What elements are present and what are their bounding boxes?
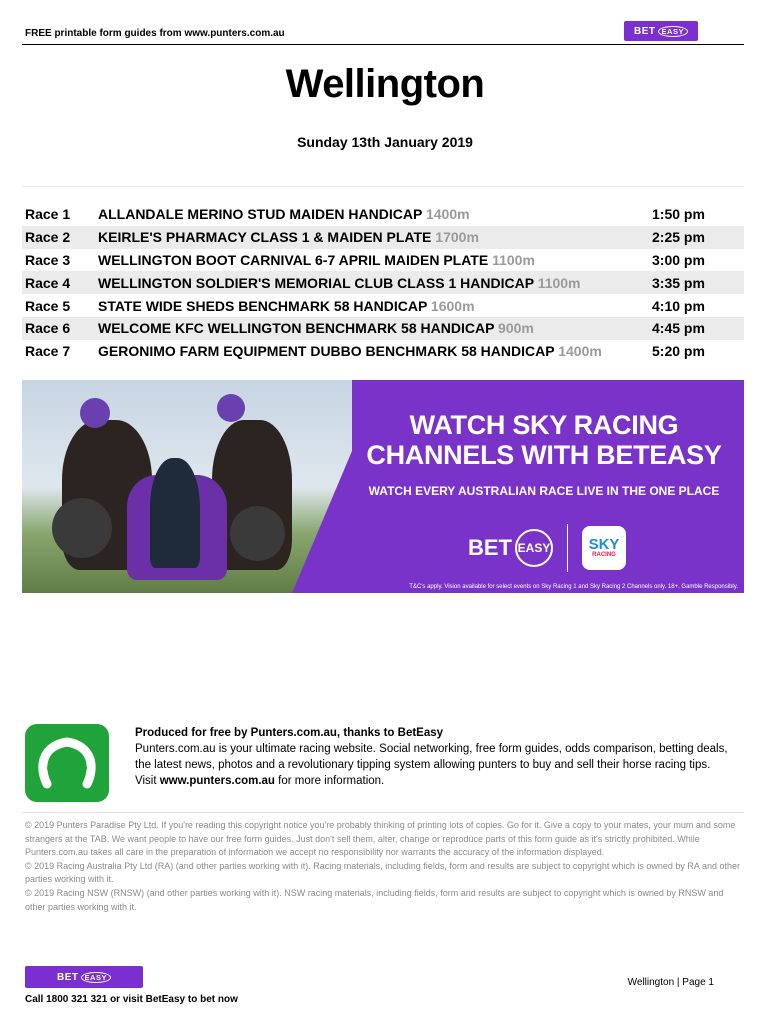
race-row <box>22 340 744 363</box>
beteasy-logo-easy: EASY <box>81 972 111 983</box>
race-name <box>98 206 652 222</box>
race-time: 3:00 pm <box>652 251 705 268</box>
race-distance: 1600m <box>430 297 475 314</box>
banner-logo-easy: EASY <box>515 529 553 567</box>
page-title: Wellington <box>285 62 485 106</box>
banner-subheadline: WATCH EVERY AUSTRALIAN RACE LIVE IN THE ONE PLACE <box>368 484 720 498</box>
race-name-text: ALLANDALE MERINO STUD MAIDEN HANDICAP <box>98 206 423 223</box>
banner-fine-print: T&C's apply. Vision available for select events on Sky Racing 1 and Sky Racing 2 Channels only. 18+. Gamble Responsibly. <box>409 584 738 590</box>
copyright-notice <box>25 819 745 914</box>
race-time: 3:35 pm <box>652 274 705 291</box>
race-name <box>98 252 652 268</box>
banner-headline-line1: WATCH SKY RACING <box>409 410 679 440</box>
copyright-punters: © 2019 Punters Paradise Pty Ltd. If you're reading this copyright notice you're probably thinking of printing lots of copies. Go for it. Give a copy to your mates, your mum and some strangers at the TAB. We want people to have our free form guides. Just don't sell them, alter, change or reproduce parts of this form guide as it's strictly prohibited. While Punters.com.au takes all care in the preparation of information we accept no responsibility nor warrants the accuracy of the information displayed. <box>25 820 736 858</box>
visit-line <box>135 773 745 789</box>
race-name <box>98 320 652 336</box>
race-name-text: STATE WIDE SHEDS BENCHMARK 58 HANDICAP <box>98 297 428 314</box>
race-time: 4:45 pm <box>652 320 705 337</box>
race-number: Race 1 <box>25 206 71 223</box>
beteasy-logo-easy: EASY <box>658 26 688 37</box>
race-name-text: WELLINGTON BOOT CARNIVAL 6-7 APRIL MAIDEN PLATE <box>98 251 489 268</box>
race-distance: 1400m <box>425 206 470 223</box>
greyhound-right <box>230 506 285 561</box>
race-number: Race 5 <box>25 297 71 314</box>
race-number: Race 3 <box>25 251 71 268</box>
race-row <box>22 294 744 317</box>
race-row <box>22 317 744 340</box>
produced-heading: Produced for free by Punters.com.au, thanks to BetEasy <box>135 727 444 739</box>
race-distance: 1100m <box>492 251 535 268</box>
footer-divider <box>22 812 744 813</box>
race-row <box>22 249 744 272</box>
race-name <box>98 343 652 359</box>
race-name <box>98 275 652 291</box>
race-name <box>98 229 652 245</box>
race-name <box>98 298 652 314</box>
race-number: Race 7 <box>25 343 71 360</box>
race-time: 5:20 pm <box>652 343 705 360</box>
copyright-racing-nsw: © 2019 Racing NSW (RNSW) (and other parties working with it). NSW racing materials, including fields, form and results are subject to copyright which is owned by RNSW and other parties working with it. <box>25 887 724 912</box>
race-row <box>22 271 744 294</box>
page-number: Wellington | Page 1 <box>627 977 714 988</box>
race-name-text: WELLINGTON SOLDIER'S MEMORIAL CLUB CLASS 1 HANDICAP <box>98 274 534 291</box>
greyhound-left <box>52 498 112 558</box>
jockey-left <box>80 398 110 428</box>
header-divider <box>22 44 744 45</box>
racing-text: RACING <box>592 552 616 558</box>
punters-app-icon[interactable] <box>25 724 109 802</box>
race-time: 1:50 pm <box>652 206 705 223</box>
race-distance: 1100m <box>537 274 581 291</box>
race-name-text: KEIRLE'S PHARMACY CLASS 1 & MAIDEN PLATE <box>98 229 432 246</box>
punters-link[interactable]: www.punters.com.au <box>159 775 275 787</box>
race-time: 2:25 pm <box>652 229 705 246</box>
call-to-action: Call 1800 321 321 or visit BetEasy to bet now <box>25 994 238 1005</box>
race-distance: 900m <box>498 320 534 337</box>
race-name-text: GERONIMO FARM EQUIPMENT DUBBO BENCHMARK 58 HANDICAP <box>98 343 555 360</box>
race-number: Race 2 <box>25 229 71 246</box>
race-number: Race 6 <box>25 320 71 337</box>
meeting-date: Sunday 13th January 2019 <box>297 134 473 150</box>
beteasy-logo-top[interactable] <box>624 21 698 41</box>
beteasy-logo-bet: BET <box>634 25 656 37</box>
beteasy-logo-bet: BET <box>57 971 79 983</box>
produced-by-section <box>135 725 745 789</box>
race-row <box>22 226 744 249</box>
banner-logo-divider <box>567 524 568 572</box>
sky-text: SKY <box>588 536 620 553</box>
visit-suffix: for more information. <box>274 775 385 787</box>
horseshoe-icon <box>25 724 109 802</box>
race-distance: 1400m <box>558 343 602 360</box>
race-number: Race 4 <box>25 274 71 291</box>
free-guides-link[interactable]: FREE printable form guides from www.punters.com.au <box>25 28 285 39</box>
race-distance: 1700m <box>435 229 479 246</box>
presenter <box>150 458 200 568</box>
banner-headline <box>344 410 744 470</box>
race-time: 4:10 pm <box>652 297 705 314</box>
banner-logos <box>442 520 652 576</box>
sky-racing-logo <box>582 526 626 570</box>
visit-prefix: Visit <box>135 775 160 787</box>
produced-body: Punters.com.au is your ultimate racing website. Social networking, free form guides, odds comparison, betting deals, the latest news, photos and a revolutionary tipping system allowing punters to buy and sell their horse racing tips. <box>135 743 728 771</box>
sky-racing-banner[interactable] <box>22 380 744 593</box>
jockey-right <box>217 394 245 422</box>
beteasy-logo-bottom[interactable] <box>25 966 143 988</box>
race-list <box>22 203 744 363</box>
race-name-text: WELCOME KFC WELLINGTON BENCHMARK 58 HANDICAP <box>98 320 495 337</box>
banner-headline-line2: CHANNELS WITH BETEASY <box>366 440 722 470</box>
race-row <box>22 203 744 226</box>
copyright-racing-australia: © 2019 Racing Australia Pty Ltd (RA) (and other parties working with it). Racing materials, including fields, form and results are subject to copyright which is owned by RA and other parties working with it. <box>25 860 740 885</box>
banner-logo-bet: BET <box>468 535 512 560</box>
section-divider <box>22 186 744 187</box>
banner-beteasy-logo <box>468 529 553 567</box>
